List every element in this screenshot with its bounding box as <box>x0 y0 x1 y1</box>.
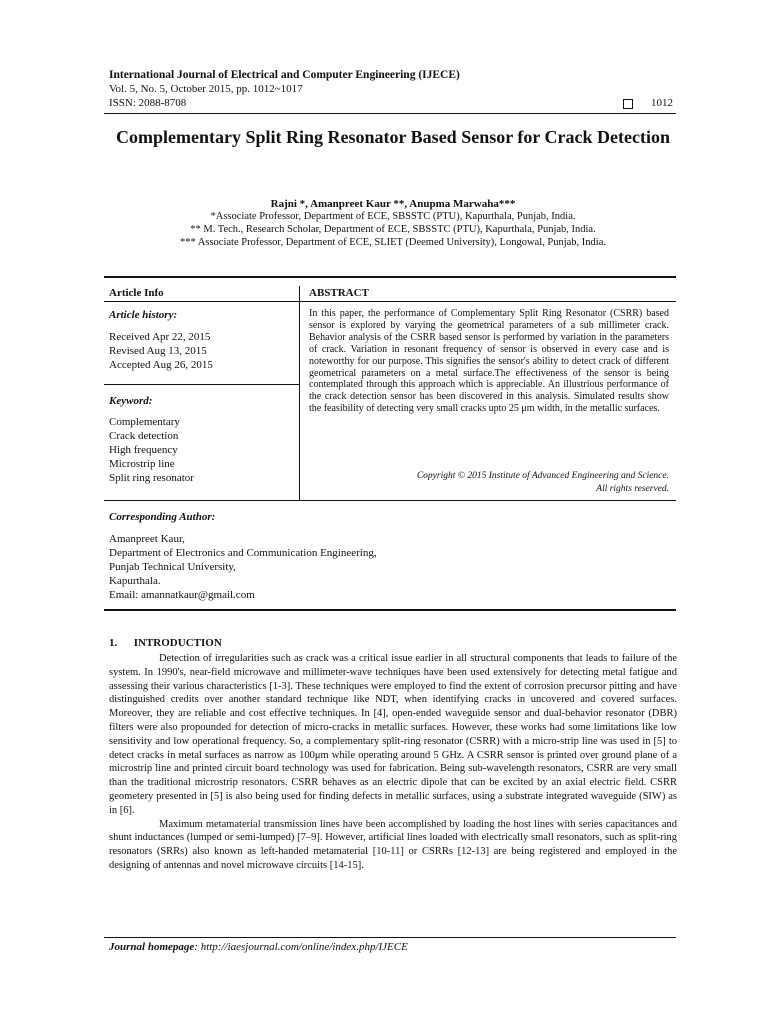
footer-label: Journal homepage <box>109 941 195 953</box>
paragraph: Maximum metamaterial transmission lines have been accomplished by loading the host lines with series capacitances and shunt inductances (lumped or semi-lumped) [7–9]. However, artificial lines loaded with electrically small resonators, such as split-ring resonators (SRRs) also known as left-handed metamaterial [10-11] or CSRRs [12-13] are being registered and employed in the designing of antennas and novel microwave circuits [14-15]. <box>109 818 677 871</box>
keyword: Split ring resonator <box>109 472 194 484</box>
corr-line: Amanpreet Kaur, <box>109 533 185 545</box>
history-accepted: Accepted Aug 26, 2015 <box>109 359 213 371</box>
header-divider <box>104 113 676 114</box>
article-info-heading: Article Info <box>109 287 164 299</box>
copyright-line-2: All rights reserved. <box>596 484 669 494</box>
introduction-heading: 1. INTRODUCTION <box>109 637 222 649</box>
article-history-label: Article history: <box>109 309 178 321</box>
keyword: High frequency <box>109 444 178 456</box>
corr-email: Email: amannatkaur@gmail.com <box>109 589 255 601</box>
corr-line: Kapurthala. <box>109 575 161 587</box>
paragraph: Detection of irregularities such as crack was a critical issue earlier in all structural components that leads to failure of the system. In 1990's, near-field microwave and millimeter-wave techniques have been used extensively for detecting metal fatigue and assessing their various characteristics [1-3]. These techniques were employed to find the extent of corrosion precursor pitting and have distinguished credits over another standard technique like NDT, when identifying cracks in uncovered and covered surfaces. Moreover, they are reliable and cost effective techniques. In [4], open-ended waveguide sensor and dual-behavior resonator (DBR) filters were also propounded for detection of micro-cracks in metallic surfaces. However, these works had some limitations like low sensitivity and low operational frequency. So, a complementary split-ring resonator (CSRR) with a micro-strip line was used in [5] to detect cracks in metal surfaces as narrow as 100μm while operating around 5 GHz. A CSRR sensor is printed over ground plane of a microstrip line and printed circuit board technology was used for fabrication. Being sub-wavelength resonators, CSRR are very small than the traditional microstrip resonators. CSRR behaves as an electric dipole that can be excited by an axial electric field. CSRR geometery presented in [5] is also being used for finding defects in metallic surfaces, using a substrate integrated waveguide (SIW) as in [6]. <box>109 653 677 816</box>
history-rule <box>104 384 299 385</box>
keyword: Complementary <box>109 416 180 428</box>
corr-line: Punjab Technical University, <box>109 561 236 573</box>
section-top-rule <box>104 276 676 278</box>
footer-rule <box>104 937 676 938</box>
history-revised: Revised Aug 13, 2015 <box>109 345 207 357</box>
abstract-text: In this paper, the performance of Complementary Split Ring Resonator (CSRR) based sensor is explored by varying the geometrical parameters of a sub millimeter crack. Behavior analysis of the CSRR based sensor is performed by variation in the parameters of crack. Variation in resonant frequency of sensor is observed in every case and is noteworthy for our purpose. This signifies the sensor's ability to detect crack of different geometrical parameters on a metal surface.The effectiveness of the sensor is being contemplated through this approach which is appreciable. An illustrious performance of the crack detection sensor has been discovered in this analysis. Simulated results show the feasibility of detecting very small cracks upto 25 μm width, in the metallic surfaces. <box>309 308 669 415</box>
introduction-body <box>109 652 677 873</box>
info-rule <box>104 301 676 302</box>
affiliation-2: ** M. Tech., Research Scholar, Department of ECE, SBSSTC (PTU), Kapurthala, Punjab, India. <box>190 224 596 235</box>
keyword-list <box>109 415 194 485</box>
homepage-link[interactable]: http://iaesjournal.com/online/index.php/IJECE <box>200 941 408 953</box>
corresponding-author <box>109 532 377 602</box>
info-bottom-rule <box>104 500 676 501</box>
section-bottom-rule <box>104 609 676 611</box>
column-divider <box>299 286 300 500</box>
copyright-line-1: Copyright © 2015 Institute of Advanced Engineering and Science. <box>416 471 669 481</box>
copyright <box>309 470 669 496</box>
keyword: Microstrip line <box>109 458 175 470</box>
page-number: 1012 <box>651 97 673 109</box>
keyword-label: Keyword: <box>109 395 153 407</box>
issn: ISSN: 2088-8708 <box>109 97 187 109</box>
square-icon <box>623 99 633 109</box>
volume-info: Vol. 5, No. 5, October 2015, pp. 1012~1017 <box>109 83 303 95</box>
authors: Rajni *, Amanpreet Kaur **, Anupma Marwaha*** <box>270 198 516 210</box>
journal-name: International Journal of Electrical and Computer Engineering (IJECE) <box>109 69 460 81</box>
abstract-heading: ABSTRACT <box>309 287 369 299</box>
affiliation-1: *Associate Professor, Department of ECE, SBSSTC (PTU), Kapurthala, Punjab, India. <box>210 211 576 222</box>
keyword: Crack detection <box>109 430 179 442</box>
corresponding-label: Corresponding Author: <box>109 511 216 523</box>
history-received: Received Apr 22, 2015 <box>109 331 211 343</box>
affiliation-3: *** Associate Professor, Department of ECE, SLIET (Deemed University), Longowal, Punjab, India. <box>179 237 606 248</box>
paper-title: Complementary Split Ring Resonator Based Sensor for Crack Detection <box>116 127 670 147</box>
article-history <box>109 330 213 372</box>
journal-homepage: Journal homepage: http://iaesjournal.com/online/index.php/IJECE <box>109 941 408 953</box>
corr-line: Department of Electronics and Communication Engineering, <box>109 547 377 559</box>
